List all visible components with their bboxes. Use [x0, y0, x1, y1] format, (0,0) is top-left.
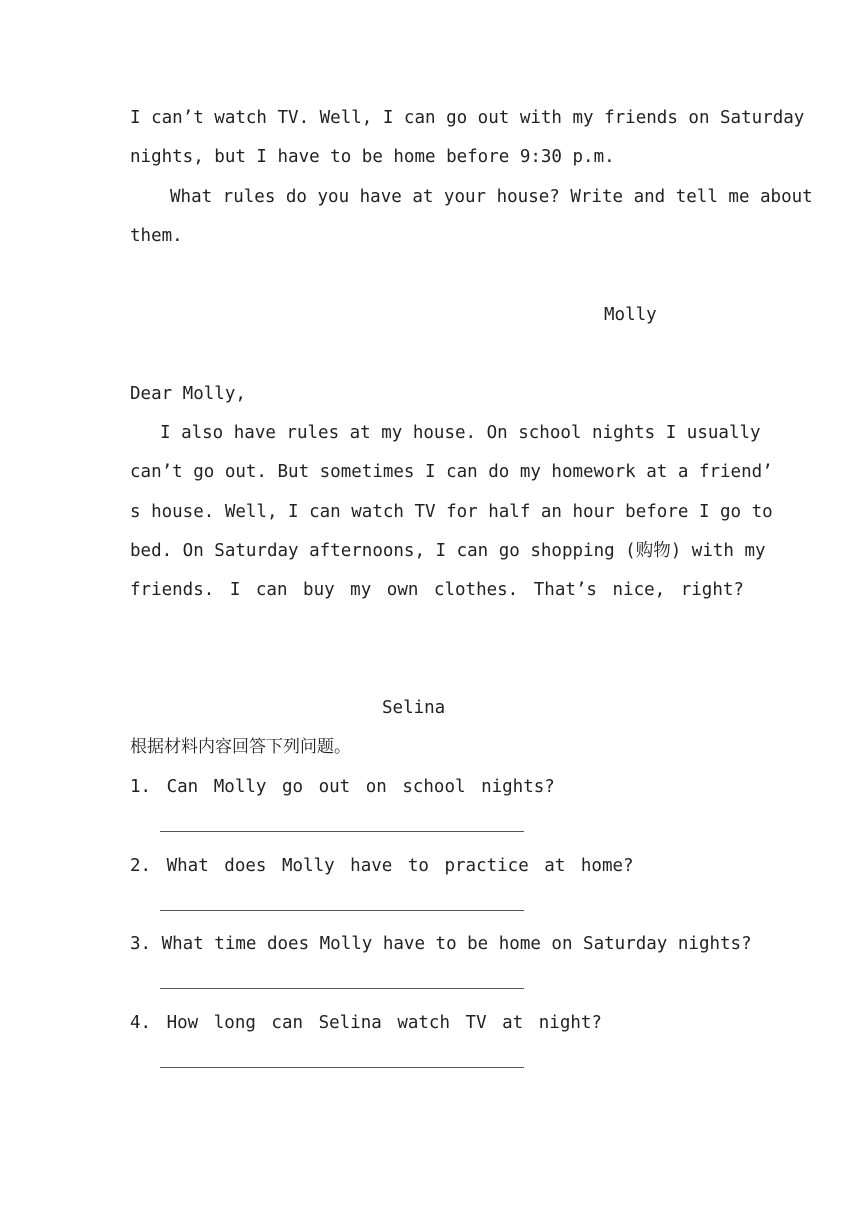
question-1: 1. Can Molly go out on school nights? — [130, 777, 555, 797]
letter1-line-2: nights, but I have to be home before 9:30 p.m. — [130, 147, 615, 167]
letter2-greeting: Dear Molly, — [130, 384, 246, 404]
answer-line-3[interactable] — [160, 988, 524, 989]
letter1-line-3: What rules do you have at your house? Write and tell me about — [170, 187, 813, 207]
question-3: 3. What time does Molly have to be home on Saturday nights? — [130, 934, 752, 954]
letter2-line-1: I also have rules at my house. On school nights I usually — [160, 423, 761, 443]
question-2: 2. What does Molly have to practice at home? — [130, 856, 634, 876]
answer-line-4[interactable] — [160, 1067, 524, 1068]
letter2-line-2: can’t go out. But sometimes I can do my homework at a friend’ — [130, 462, 773, 482]
letter1-line-4: them. — [130, 226, 183, 246]
question-4: 4. How long can Selina watch TV at night? — [130, 1013, 602, 1033]
answer-line-2[interactable] — [160, 910, 524, 911]
letter2-line-4: bed. On Saturday afternoons, I can go shopping (购物) with my — [130, 541, 766, 561]
instruction-text: 根据材料内容回答下列问题。 — [130, 737, 351, 757]
letter1-signature: Molly — [604, 305, 657, 325]
letter2-line-3: s house. Well, I can watch TV for half an hour before I go to — [130, 502, 773, 522]
letter1-line-1: I can’t watch TV. Well, I can go out with my friends on Saturday — [130, 108, 805, 128]
answer-line-1[interactable] — [160, 831, 524, 832]
letter2-line-5: friends. I can buy my own clothes. That’s nice, right? — [130, 580, 744, 600]
letter2-signature: Selina — [382, 698, 446, 718]
